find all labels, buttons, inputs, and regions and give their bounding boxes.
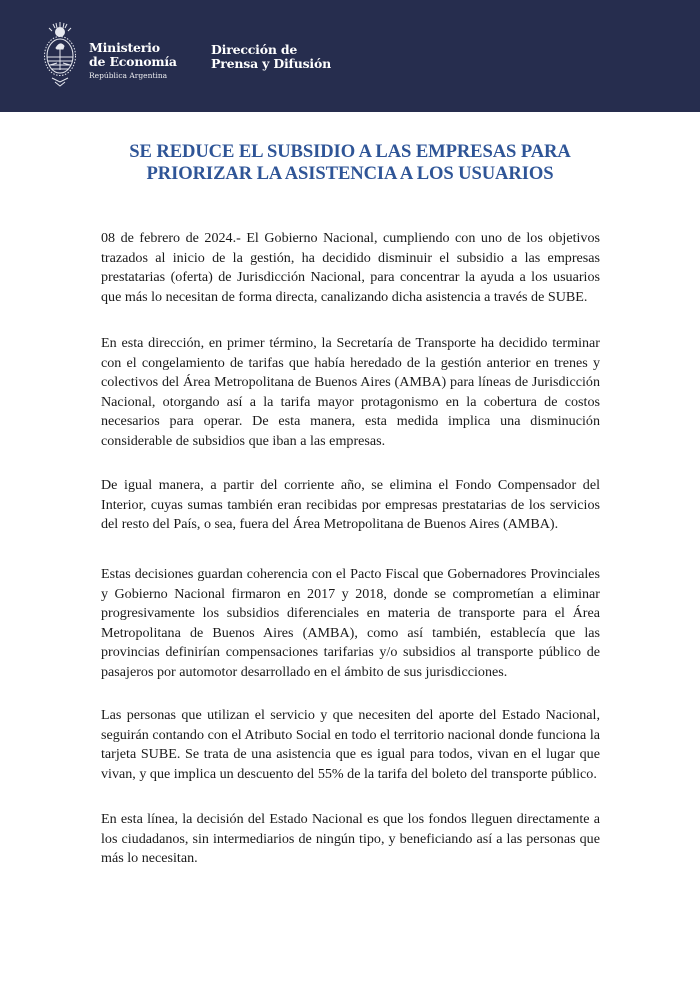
country-name: República Argentina bbox=[89, 71, 168, 80]
body-paragraph: 08 de febrero de 2024.- El Gobierno Nacional, cumpliendo con uno de los objetivos trazados al inicio de la gestión, ha decidido disminuir el subsidio a las empresas prestatarias (oferta) de Jurisdicción Nacional, para concentrar la ayuda a los usuarios que más lo necesitan de forma directa, canalizando dicha asistencia a través de SUBE. bbox=[101, 230, 600, 305]
ministry-name-line1: Ministerio bbox=[89, 40, 160, 55]
body-paragraph: En esta dirección, en primer término, la Secretaría de Transporte ha decidido terminar con el congelamiento de tarifas que había heredado de la gestión anterior en trenes y colectivos del Área Metropolitana de Buenos Aires (AMBA) para líneas de Jurisdicción Nacional, otorgando así a la tarifa mayor protagonismo en la cobertura de costos necesarios para operar. De esta manera, esta medida implica una disminución considerable de subsidios que iban a las empresas. bbox=[101, 335, 600, 449]
title-line2: PRIORIZAR LA ASISTENCIA A LOS USUARIOS bbox=[146, 163, 554, 184]
ministry-name-line2: de Economía bbox=[89, 54, 177, 69]
letterhead-banner bbox=[0, 0, 700, 112]
press-release-title bbox=[90, 141, 610, 185]
department-name-line1: Dirección de bbox=[211, 42, 298, 57]
body-paragraph: Las personas que utilizan el servicio y que necesiten del aporte del Estado Nacional, seguirán contando con el Atributo Social en todo el territorio nacional donde funciona la tarjeta SUBE. Se trata de una asistencia que es igual para todos, vivan en el lugar que vivan, y que implica un descuento del 55% de la tarifa del boleto del transporte público. bbox=[101, 707, 600, 782]
body-paragraph: Estas decisiones guardan coherencia con el Pacto Fiscal que Gobernadores Provinciales y Gobierno Nacional firmaron en 2017 y 2018, donde se comprometían a eliminar progresivamente los subsidios diferenciales en materia de transporte para el Área Metropolitana de Buenos Aires (AMBA), como así también, establecía que las provincias definirían compensaciones tarifarias y/o subsidios al transporte público de pasajeros por automotor desarrollado en el ámbito de sus jurisdicciones. bbox=[101, 566, 600, 680]
body-paragraph: En esta línea, la decisión del Estado Nacional es que los fondos lleguen directamente a los ciudadanos, sin intermediarios de ningún tipo, y beneficiando así a las personas que más lo necesitan. bbox=[101, 811, 600, 867]
ministry-name bbox=[89, 41, 177, 81]
department-name-line2: Prensa y Difusión bbox=[211, 56, 331, 71]
body-paragraph: De igual manera, a partir del corriente año, se elimina el Fondo Compensador del Interior, cuyas sumas también eran recibidas por empresas prestatarias de los servicios del resto del País, o sea, fuera del Área Metropolitana de Buenos Aires (AMBA). bbox=[101, 477, 600, 533]
argentina-coat-of-arms-icon bbox=[40, 20, 80, 92]
title-line1: SE REDUCE EL SUBSIDIO A LAS EMPRESAS PARA bbox=[129, 141, 571, 162]
department-name bbox=[211, 43, 331, 71]
